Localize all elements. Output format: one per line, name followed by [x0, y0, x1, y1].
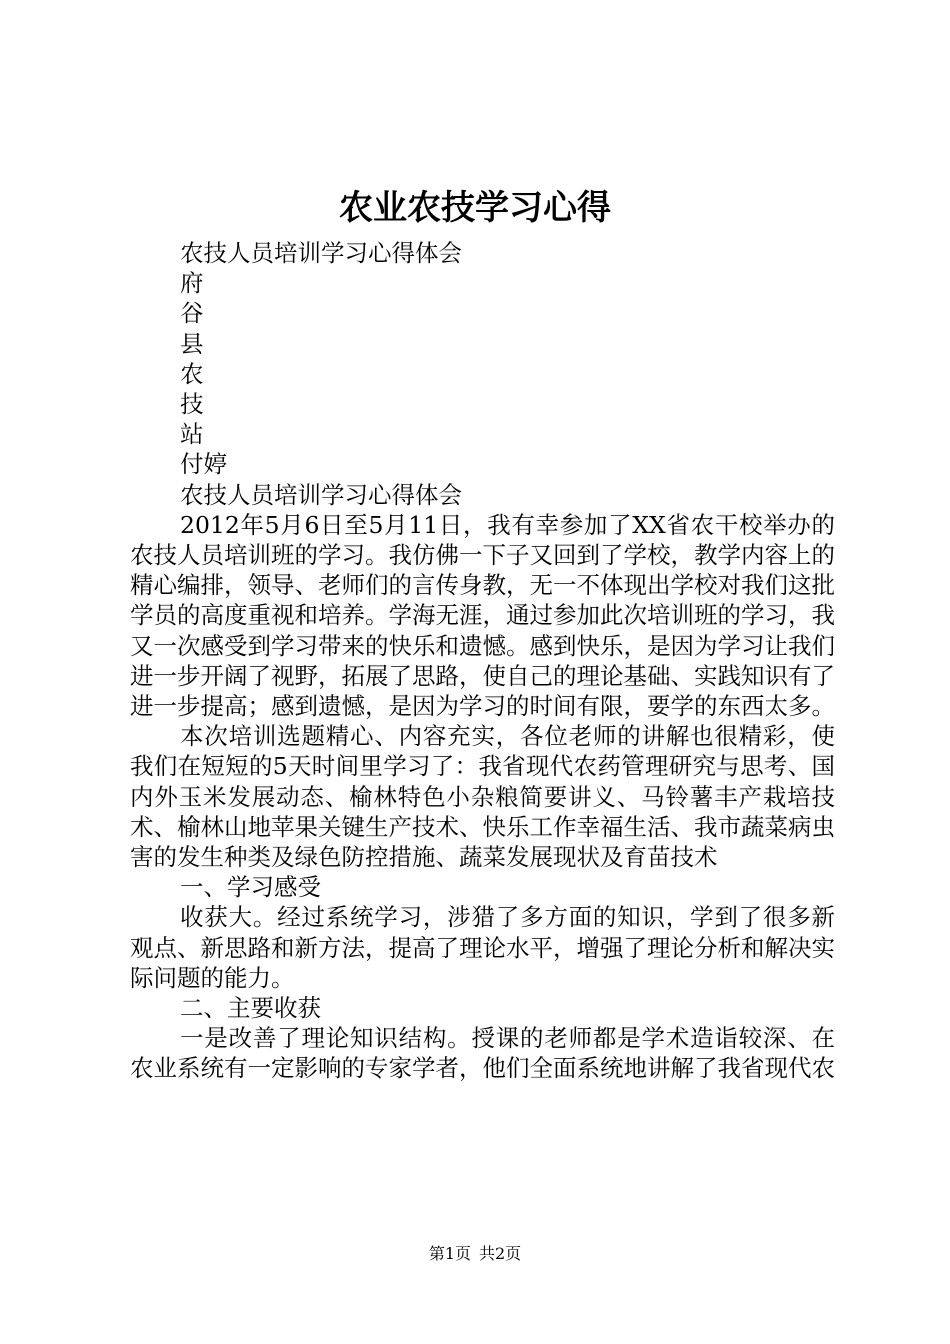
document-title: 农业农技学习心得	[339, 188, 611, 228]
author-unit-line: 县	[180, 329, 204, 358]
author-unit-line: 谷	[180, 299, 204, 328]
subtitle-line: 农技人员培训学习心得体会	[180, 239, 462, 267]
page-total: 共2页	[479, 1244, 522, 1263]
body-paragraph: 一是改善了理论知识结构。授课的老师都是学术造诣较深、在农业系统有一定影响的专家学者，他们全面系统地讲解了我省现代农	[130, 1024, 835, 1083]
author-unit-line: 农	[180, 359, 204, 388]
document-body	[130, 238, 835, 1084]
section-heading: 二、主要收获	[180, 994, 321, 1023]
page-number: 第1页	[428, 1244, 471, 1263]
author-unit-line: 府	[180, 269, 204, 298]
author-unit-line: 站	[180, 420, 204, 449]
page-footer	[0, 1243, 950, 1265]
body-paragraph: 收获大。经过系统学习，涉猎了多方面的知识，学到了很多新观点、新思路和新方法，提高了理论水平，增强了理论分析和解决实际问题的能力。	[130, 903, 835, 992]
subtitle-line: 农技人员培训学习心得体会	[180, 480, 462, 509]
author-name-line: 付婷	[180, 450, 227, 479]
author-unit-line: 技	[180, 390, 204, 419]
body-paragraph: 本次培训选题精心、内容充实，各位老师的讲解也很精彩，使我们在短短的5天时间里学习了：我省现代农药管理研究与思考、国内外玉米发展动态、榆林特色小杂粮简要讲义、马铃薯丰产栽培技术、榆林山地苹果关键生产技术、快乐工作幸福生活、我市蔬菜病虫害的发生种类及绿色防控措施、蔬菜发展现状及育苗技术	[130, 722, 835, 872]
body-paragraph: 2012年5月6日至5月11日，我有幸参加了XX省农干校举办的农技人员培训班的学习。我仿佛一下子又回到了学校，教学内容上的精心编排，领导、老师们的言传身教，无一不体现出学校对我们这批学员的高度重视和培养。学海无涯，通过参加此次培训班的学习，我又一次感受到学习带来的快乐和遗憾。感到快乐，是因为学习让我们进一步开阔了视野，拓展了思路，使自己的理论基础、实践知识有了进一步提高；感到遗憾，是因为学习的时间有限，要学的东西太多。	[130, 510, 835, 721]
section-heading: 一、学习感受	[180, 873, 321, 902]
